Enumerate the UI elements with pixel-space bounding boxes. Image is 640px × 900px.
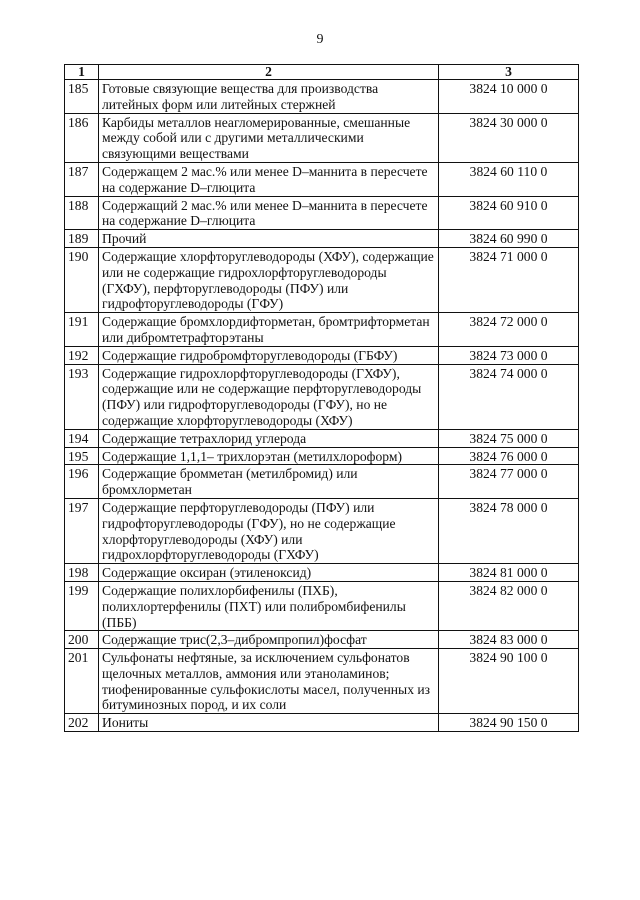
row-number: 191 [65,313,99,347]
column-header-code: 3 [439,65,579,80]
table-body [65,80,579,732]
row-description: Содержащие полихлорбифенилы (ПХБ), полихлортерфенилы (ПХТ) или полибромбифенилы (ПББ) [99,581,439,630]
row-code: 3824 82 000 0 [439,581,579,630]
table-row [65,631,579,649]
row-number: 195 [65,447,99,465]
column-header-number: 1 [65,65,99,80]
table-header [65,65,579,80]
row-description: Иониты [99,714,439,732]
table-row [65,346,579,364]
row-code: 3824 74 000 0 [439,364,579,429]
row-description: Содержащие гидробромфторуглеводороды (ГБФУ) [99,346,439,364]
table-row [65,230,579,248]
row-description: Карбиды металлов неагломерированные, смешанные между собой или с другими металлическими связующими веществами [99,113,439,162]
row-code: 3824 77 000 0 [439,465,579,499]
row-code: 3824 73 000 0 [439,346,579,364]
row-number: 202 [65,714,99,732]
row-code: 3824 83 000 0 [439,631,579,649]
row-code: 3824 60 990 0 [439,230,579,248]
row-description: Сульфонаты нефтяные, за исключением сульфонатов щелочных металлов, аммония или этаноламинов; тиофенированные сульфокислоты масел, полученных из битуминозных пород, и их соли [99,649,439,714]
row-code: 3824 81 000 0 [439,564,579,582]
row-description: Содержащие бромхлордифторметан, бромтрифторметан или дибромтетрафторэтаны [99,313,439,347]
row-description: Содержащем 2 мас.% или менее D–маннита в пересчете на содержание D–глюцита [99,162,439,196]
row-code: 3824 10 000 0 [439,80,579,114]
header-row [65,65,579,80]
row-description: Содержащие гидрохлорфторуглеводороды (ГХФУ), содержащие или не содержащие перфторуглеводороды (ПФУ) или гидрофторуглеводороды (ГФУ), но не содержащие хлорфторуглеводороды (ХФУ) [99,364,439,429]
row-number: 190 [65,247,99,312]
table-row [65,649,579,714]
row-code: 3824 30 000 0 [439,113,579,162]
row-code: 3824 90 150 0 [439,714,579,732]
table-row [65,162,579,196]
row-number: 200 [65,631,99,649]
table-row [65,313,579,347]
row-description: Содержащие бромметан (метилбромид) или бромхлорметан [99,465,439,499]
customs-code-table [64,64,579,732]
row-code: 3824 60 910 0 [439,196,579,230]
table-row [65,196,579,230]
row-number: 188 [65,196,99,230]
table-row [65,581,579,630]
page-number: 9 [316,32,324,47]
table-row [65,247,579,312]
table-row [65,714,579,732]
row-code: 3824 75 000 0 [439,429,579,447]
row-code: 3824 78 000 0 [439,498,579,563]
row-description: Готовые связующие вещества для производства литейных форм или литейных стержней [99,80,439,114]
row-description: Содержащие тетрахлорид углерода [99,429,439,447]
row-description: Содержащие оксиран (этиленоксид) [99,564,439,582]
table-row [65,429,579,447]
row-number: 196 [65,465,99,499]
row-number: 199 [65,581,99,630]
row-number: 189 [65,230,99,248]
column-header-description: 2 [99,65,439,80]
row-description: Содержащие хлорфторуглеводороды (ХФУ), содержащие или не содержащие гидрохлорфторуглеводороды (ГХФУ), перфторуглеводороды (ПФУ) или гидрофторуглеводороды (ГФУ) [99,247,439,312]
row-description: Содержащие трис(2,3–дибромпропил)фосфат [99,631,439,649]
row-number: 197 [65,498,99,563]
row-number: 186 [65,113,99,162]
row-number: 193 [65,364,99,429]
row-number: 194 [65,429,99,447]
table-row [65,447,579,465]
row-number: 187 [65,162,99,196]
row-code: 3824 76 000 0 [439,447,579,465]
row-code: 3824 90 100 0 [439,649,579,714]
table-row [65,498,579,563]
row-description: Содержащие 1,1,1– трихлорэтан (метилхлороформ) [99,447,439,465]
table-row [65,80,579,114]
row-number: 198 [65,564,99,582]
row-code: 3824 71 000 0 [439,247,579,312]
row-number: 185 [65,80,99,114]
row-number: 201 [65,649,99,714]
row-number: 192 [65,346,99,364]
row-code: 3824 60 110 0 [439,162,579,196]
row-description: Содержащий 2 мас.% или менее D–маннита в пересчете на содержание D–глюцита [99,196,439,230]
table-row [65,564,579,582]
row-description: Прочий [99,230,439,248]
row-code: 3824 72 000 0 [439,313,579,347]
table-row [65,465,579,499]
row-description: Содержащие перфторуглеводороды (ПФУ) или гидрофторуглеводороды (ГФУ), но не содержащие хлорфторуглеводороды (ХФУ) или гидрохлорфторуглеводороды (ГХФУ) [99,498,439,563]
table-row [65,364,579,429]
table-row [65,113,579,162]
